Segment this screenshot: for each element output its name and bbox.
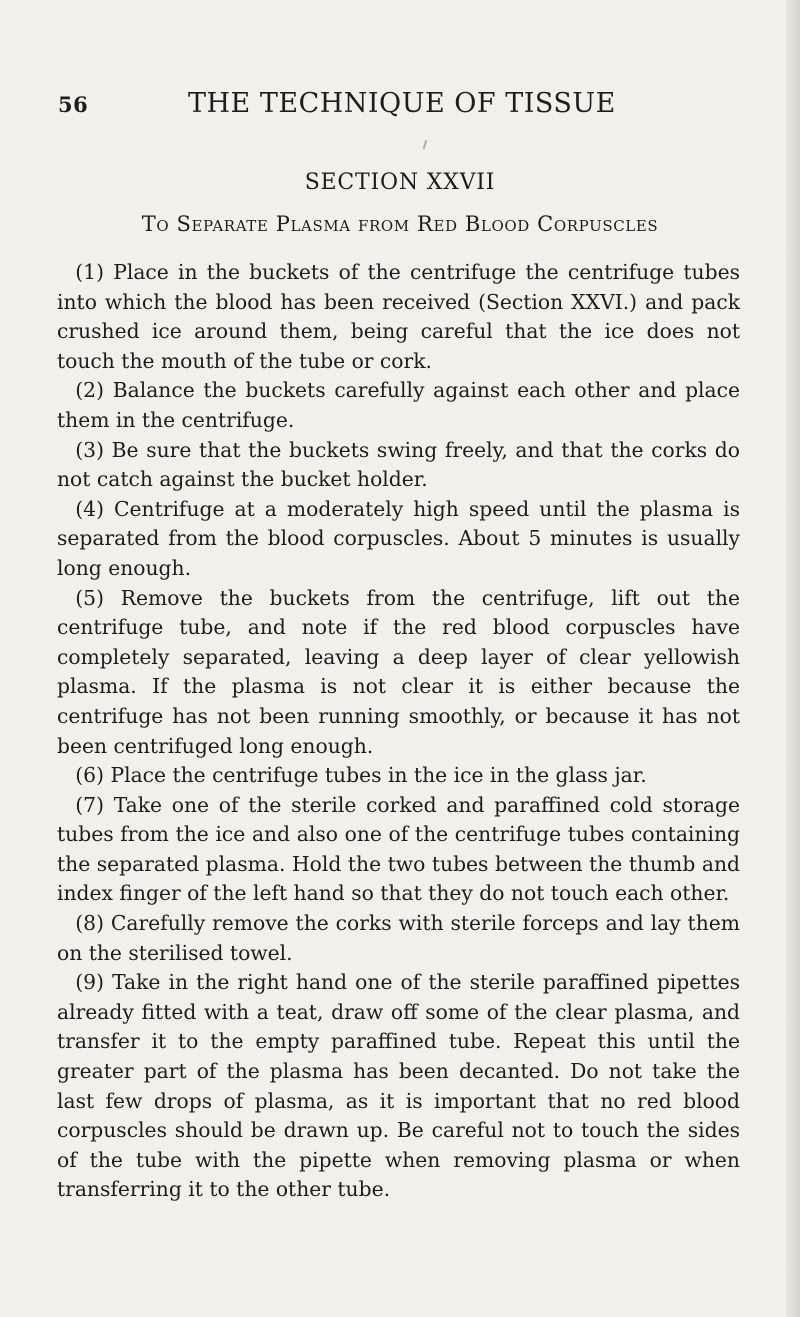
running-title: THE TECHNIQUE OF TISSUE bbox=[188, 88, 616, 119]
paragraph-step-4: (4) Centrifuge at a moderately high speed until the plasma is separated from the blood corpuscles. About 5 minutes is usually long enough. bbox=[57, 496, 740, 580]
paragraph-step-9: (9) Take in the right hand one of the sterile paraffined pipettes already fitted with a teat, draw off some of the clear plasma, and transfer it to the empty paraffined tube. Repeat this until the greater part of the plasma has been decanted. Do not take the last few drops of plasma, as it is important that no red blood corpuscles should be drawn up. Be careful not to touch the sides of the tube with the pipette when removing plasma or when transferring it to the other tube. bbox=[57, 970, 740, 1202]
paragraph-step-1: (1) Place in the buckets of the centrifuge the centrifuge tubes into which the blood has been received (Section XXVI.) and pack crushed ice around them, being careful that the ice does not touch the mouth of the tube or cork. bbox=[57, 260, 740, 373]
page-header bbox=[58, 88, 738, 128]
paragraph-step-5: (5) Remove the buckets from the centrifuge, lift out the centrifuge tube, and note if the red blood corpuscles have completely separated, leaving a deep layer of clear yellowish plasma. If the plasma is not clear it is either because the centrifuge has not been running smoothly, or because it has not been centrifuged long enough. bbox=[57, 585, 740, 758]
section-title: SECTION XXVII bbox=[304, 170, 496, 195]
page-number: 56 bbox=[58, 92, 89, 117]
paragraph-step-2: (2) Balance the buckets carefully against each other and place them in the centrifuge. bbox=[57, 378, 740, 432]
ink-mark bbox=[423, 140, 428, 149]
paragraph-step-6: (6) Place the centrifuge tubes in the ice in the glass jar. bbox=[75, 763, 647, 788]
page-edge bbox=[786, 0, 800, 1317]
paragraph-step-7: (7) Take one of the sterile corked and paraffined cold storage tubes from the ice and also one of the centrifuge tubes containing the separated plasma. Hold the two tubes between the thumb and index finger of the left hand so that they do not touch each other. bbox=[57, 792, 740, 906]
body-text bbox=[57, 258, 740, 1205]
section-subtitle: To Separate Plasma from Red Blood Corpuscles bbox=[141, 212, 659, 236]
paragraph-step-8: (8) Carefully remove the corks with sterile forceps and lay them on the sterilised towel. bbox=[57, 911, 740, 965]
paragraph-step-3: (3) Be sure that the buckets swing freely, and that the corks do not catch against the bucket holder. bbox=[57, 437, 740, 492]
